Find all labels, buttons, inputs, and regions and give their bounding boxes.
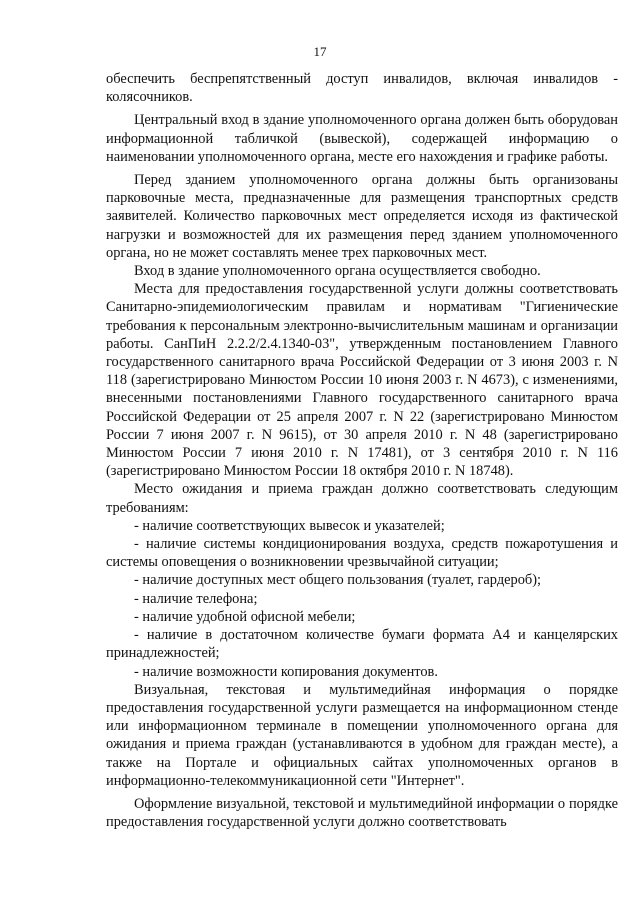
paragraph-parking: Перед зданием уполномоченного органа должны быть организованы парковочные места, предназначенные для размещения транспортных средств заявителей. Количество парковочных мест определяется исходя из фактической нагрузки и возможностей для их размещения перед зданием уполномоченного органа, но не может составлять менее трех парковочных мест. bbox=[106, 172, 618, 261]
list-item-signs: - наличие соответствующих вывесок и указателей; bbox=[134, 517, 445, 534]
list-item-copying: - наличие возможности копирования документов. bbox=[134, 663, 438, 680]
list-item-telephone: - наличие телефона; bbox=[134, 590, 258, 607]
list-item-public-facilities: - наличие доступных мест общего пользования (туалет, гардероб); bbox=[134, 572, 542, 589]
paragraph-sanitary-rules: Места для предоставления государственной услуги должны соответствовать Санитарно-эпидемиологическим правилам и нормативам "Гигиенические требования к персональным электронно-вычислительным машинам и организации работы. СанПиН 2.2.2/2.4.1340-03", утвержденным постановлением Главного государственного санитарного врача Российской Федерации от 3 июня 2003 г. N 118 (зарегистрировано Минюстом России 10 июня 2003 г. N 4673), с изменениями, внесенными постановлениями Главного государственного санитарного врача Российской Федерации от 25 апреля 2007 г. N 22 (зарегистрировано Минюстом России 7 июня 2007 г. N 9615), от 30 апреля 2010 г. N 48 (зарегистрировано Минюстом России 7 июня 2010 г. N 17481), от 3 сентября 2010 г. N 116 (зарегистрировано Минюстом России 18 октября 2010 г. N 18748). bbox=[106, 281, 618, 480]
paragraph-information-design: Оформление визуальной, текстовой и мультимедийной информации о порядке предоставления государственной услуги должно соответствовать bbox=[106, 795, 618, 831]
paragraph-free-entry: Вход в здание уполномоченного органа осуществляется свободно. bbox=[134, 263, 541, 280]
list-item-paper-stationery: - наличие в достаточном количестве бумаги формата А4 и канцелярских принадлежностей; bbox=[106, 627, 618, 662]
document-body bbox=[106, 70, 618, 831]
paragraph-information-placement: Визуальная, текстовая и мультимедийная информация о порядке предоставления государственной услуги размещается на информационном стенде или информационном терминале в помещении уполномоченного органа для ожидания и приема граждан (устанавливаются в удобном для граждан месте), а также на Портале и официальных сайтах уполномоченных органов в информационно-телекоммуникационной сети "Интернет". bbox=[106, 681, 618, 789]
list-item-furniture: - наличие удобной офисной мебели; bbox=[134, 608, 356, 625]
page-number: 17 bbox=[313, 44, 327, 59]
paragraph-central-entrance: Центральный вход в здание уполномоченного органа должен быть оборудован информационной табличкой (вывеской), содержащей информацию о наименовании уполномоченного органа, месте его нахождения и графике работы. bbox=[106, 112, 618, 165]
paragraph-waiting-requirements: Место ожидания и приема граждан должно соответствовать следующим требованиям: bbox=[106, 481, 618, 516]
paragraph-accessibility-continuation: обеспечить беспрепятственный доступ инвалидов, включая инвалидов - колясочников. bbox=[106, 71, 618, 106]
list-item-air-conditioning: - наличие системы кондиционирования воздуха, средств пожаротушения и системы оповещения о возникновении чрезвычайной ситуации; bbox=[106, 536, 618, 571]
